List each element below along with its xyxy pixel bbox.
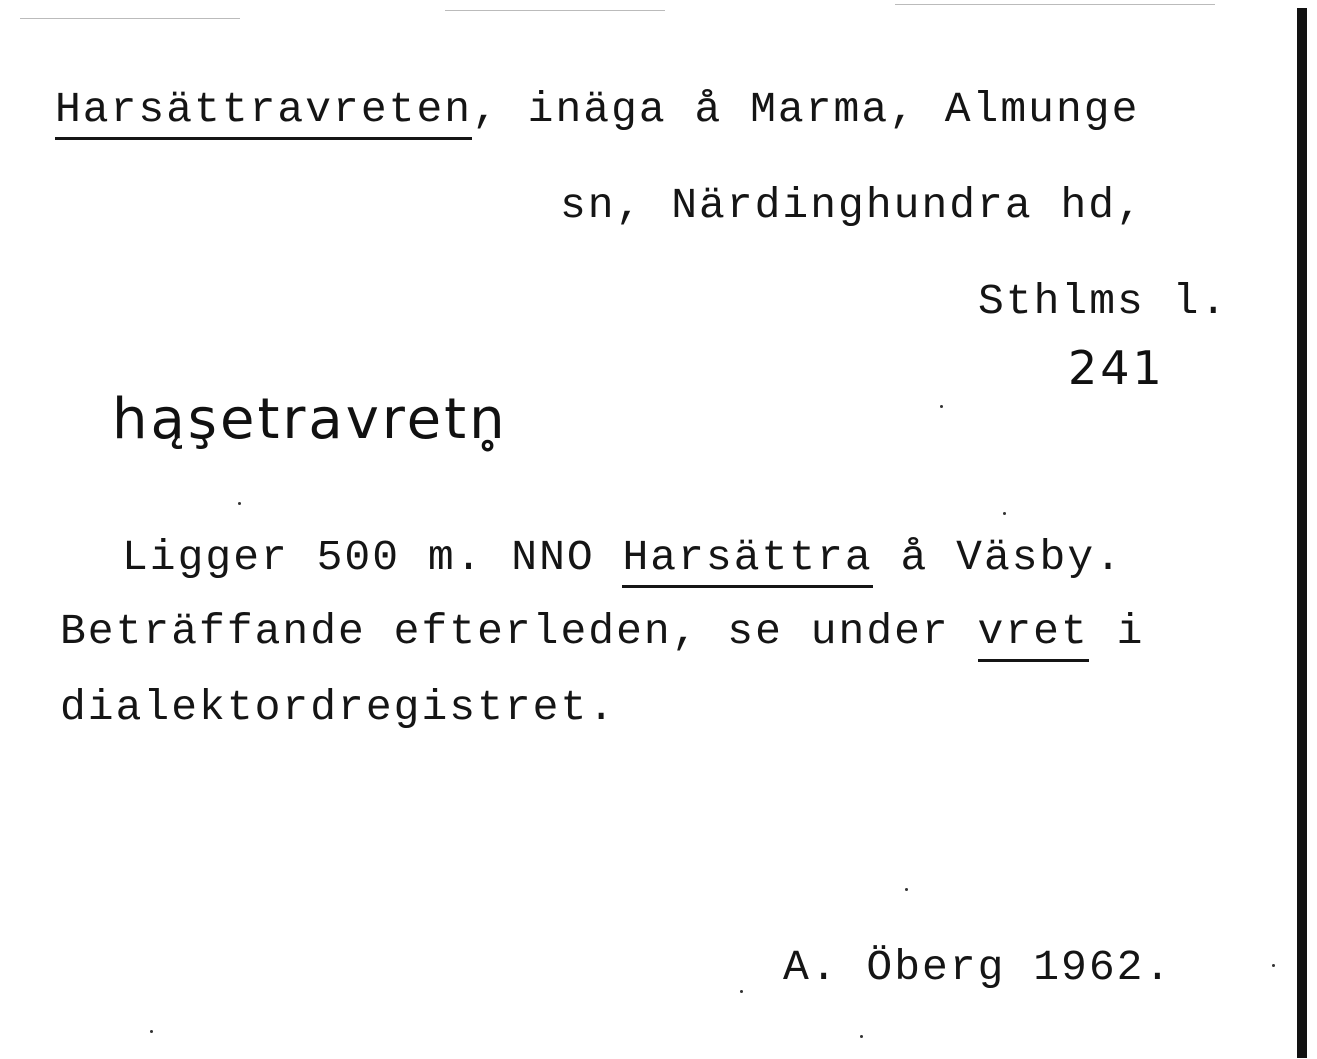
body-text: Ligger 500 m. NNO: [122, 533, 623, 582]
phonetic-transcription: hąşetravretn̥: [112, 387, 508, 452]
speck: [940, 405, 943, 408]
county-line: Sthlms l.: [978, 277, 1229, 326]
speck: [1003, 512, 1006, 515]
card-number: 241: [1068, 341, 1165, 395]
body-text: å Väsby.: [872, 533, 1123, 582]
heading-line: [55, 85, 1140, 134]
card-right-edge: [1297, 8, 1307, 1058]
speck: [905, 888, 908, 891]
body-line-2: [60, 607, 1145, 656]
top-edge-mark: [20, 18, 240, 19]
speck: [860, 1035, 863, 1038]
body-line-1: [122, 533, 1123, 582]
cross-reference-vret: vret: [978, 607, 1089, 662]
top-edge-mark: [895, 4, 1215, 5]
speck: [238, 502, 241, 505]
parish-line: sn, Närdinghundra hd,: [560, 181, 1144, 230]
headword: Harsättravreten: [55, 85, 472, 140]
signature: A. Öberg 1962.: [783, 943, 1173, 992]
speck: [1272, 964, 1275, 967]
cross-reference-harsattra: Harsättra: [622, 533, 872, 588]
body-text: i: [1088, 607, 1145, 656]
speck: [150, 1030, 153, 1033]
top-edge-mark: [445, 10, 665, 11]
heading-location: , inäga å Marma, Almunge: [472, 85, 1140, 134]
speck: [740, 990, 743, 993]
body-text: Beträffande efterleden, se under: [60, 607, 978, 656]
body-line-3: dialektordregistret.: [60, 683, 617, 732]
